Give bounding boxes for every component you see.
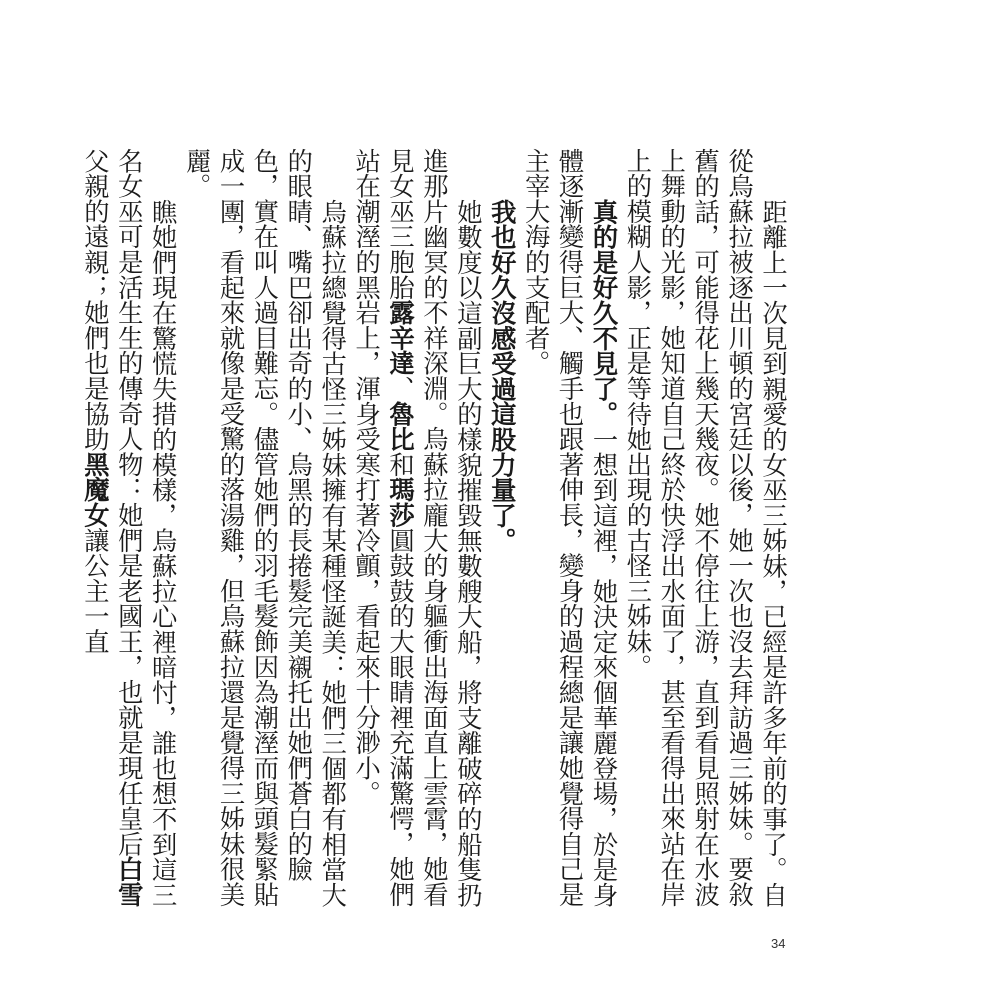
paragraph-1 [620, 148, 790, 924]
text-run: 一想到這裡，她決定來個華麗登場，於是身體逐漸變得巨大、觸手也跟著伸長，變身的過程總是讓她覺得自己是主宰大海的支配者。 [521, 148, 619, 907]
paragraph-5 [180, 148, 350, 924]
text-run: 瞧她們現在驚慌失措的模樣，烏蘇拉心裡暗忖，誰也想不到這三名女巫可是活生生的傳奇人物：她們是老國王，也就是現任皇后 [114, 148, 178, 907]
paragraph-6 [78, 148, 180, 924]
paragraph-3 [485, 148, 519, 924]
inner-thought: 我也好久沒感受過這股力量了。 [487, 198, 517, 553]
text-run: 烏蘇拉總覺得古怪三姊妹擁有某種怪誕美：她們三個都有相當大的眼睛、嘴巴卻出奇的小、烏黑的長捲髮完美襯托出她們蒼白的臉色，實在叫人過目難忘。儘管她們的羽毛髮飾因為潮溼而與頭髮緊貼成一團，看起來就像是受驚的落湯雞，但烏蘇拉還是覺得三姊妹很美麗。 [182, 148, 348, 907]
page-number: 34 [771, 936, 786, 951]
text-run: 讓公主一直 [80, 527, 110, 655]
text-run: 距離上一次見到親愛的女巫三姊妹，已經是許多年前的事了。自從烏蘇拉被逐出川頓的宮廷以後，她一次也沒去拜訪過三姊妹。要敘舊的話，可能得花上幾天幾夜。她不停往上游，直到看見照射在水波上舞動的光影，她知道自己終於快浮出水面了，甚至看得出來站在岸上的模糊人影，正是等待她出現的古怪三姊妹。 [623, 148, 788, 907]
character-name: 瑪莎 [386, 476, 416, 528]
character-name: 露辛達 [386, 299, 416, 376]
text-run: 、 [386, 375, 416, 402]
inner-thought: 真的是好久不見了。 [589, 198, 619, 427]
paragraph-2 [519, 148, 621, 924]
text-run: 和 [386, 451, 416, 477]
text-run: 父親的遠親；她們也是協助 [80, 148, 110, 452]
character-name: 白雪 [114, 856, 144, 908]
text-run: 圓鼓鼓的大眼睛裡充滿驚愕，她們站在潮溼的黑岩上，渾身受寒打著冷顫，看起來十分渺小。 [352, 148, 416, 908]
text-run: 她數度以這副巨大的樣貌摧毀無數艘大船，將支離破碎的船隻扔進那片幽冥的不祥深淵。烏蘇拉龐大的身軀衝出海面直上雲霄，她看見女巫三胞胎 [386, 148, 483, 907]
body-text [78, 148, 790, 924]
paragraph-4 [349, 148, 485, 924]
character-name: 黑魔女 [80, 451, 110, 528]
character-name: 魯比 [386, 401, 416, 452]
